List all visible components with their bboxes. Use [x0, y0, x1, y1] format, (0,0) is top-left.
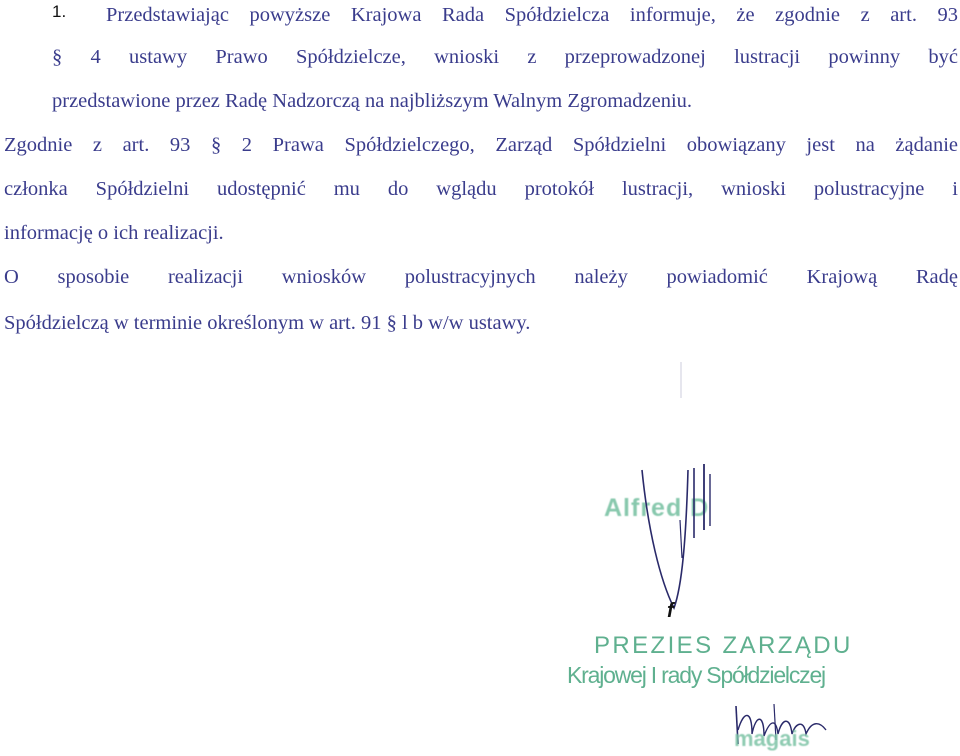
faint-mark: [676, 360, 686, 400]
paragraph-2-line-3: informację o ich realizacji.: [4, 222, 224, 244]
paragraph-1-line-3: przedstawione przez Radę Nadzorczą na najbliższym Walnym Zgromadzeniu.: [52, 90, 693, 112]
paragraph-3-line-1: O sposobie realizacji wniosków polustracyjnych należy powiadomić Krajową Radę: [4, 266, 958, 288]
stamp-name: Alfred D: [604, 494, 710, 522]
paragraph-2-line-2: członka Spółdzielni udostępnić mu do wglądu protokół lustracji, wnioski polustracyjne i: [4, 178, 958, 200]
item-number: 1.: [52, 2, 67, 21]
paragraph-2-line-1: Zgodnie z art. 93 § 2 Prawa Spółdzielczego, Zarząd Spółdzielni obowiązany jest na żądanie: [4, 134, 958, 156]
paragraph-1-line-1: Przedstawiając powyższe Krajowa Rada Spółdzielcza informuje, że zgodnie z art. 93: [106, 4, 958, 26]
signature-mark: f: [667, 600, 674, 622]
lower-stamp-name: magais: [734, 726, 810, 751]
paragraph-1-line-2: § 4 ustawy Prawo Spółdzielcze, wnioski z przeprowadzonej lustracji powinny być: [52, 46, 958, 68]
stamp-organization: Krajowej I rady Spółdzielczej: [567, 662, 825, 688]
handwritten-signature: [630, 460, 740, 620]
paragraph-3-line-2: Spółdzielczą w terminie określonym w art. 91 § l b w/w ustawy.: [4, 312, 531, 334]
stamp-title: PREZIES ZARZĄDU: [594, 632, 853, 659]
